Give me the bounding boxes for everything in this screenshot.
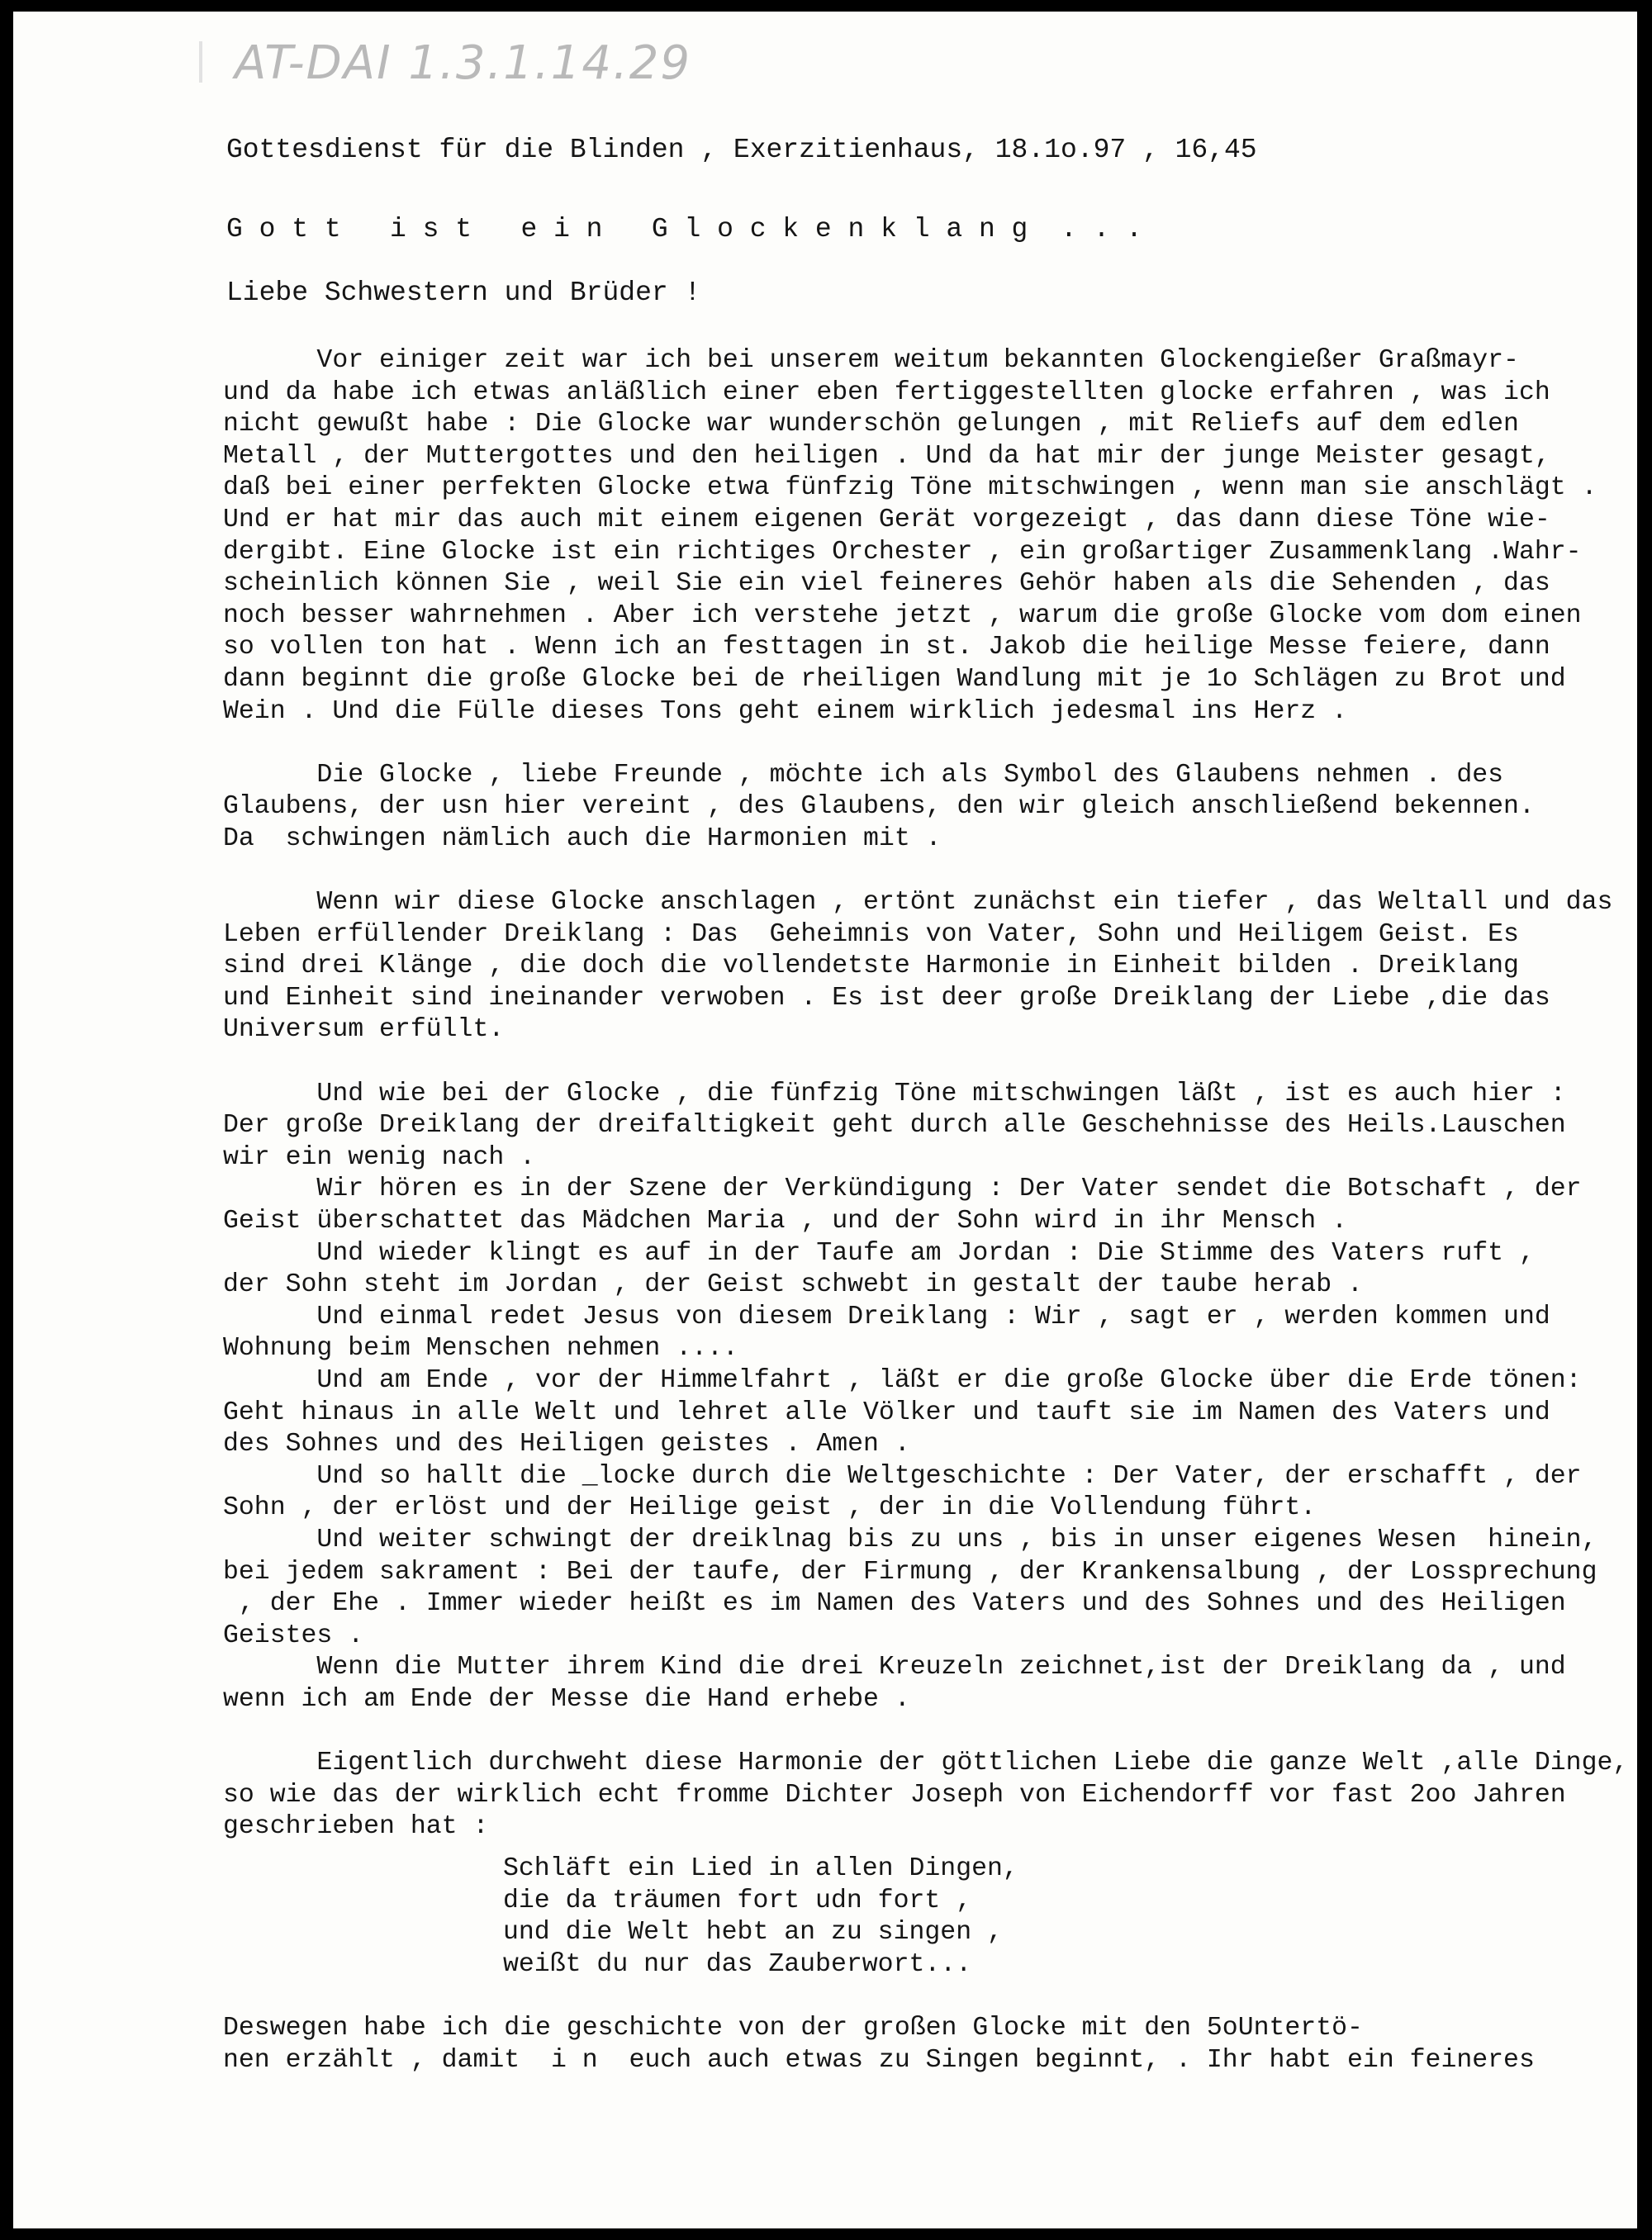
text-line: des Sohnes und des Heiligen geistes . Amen . — [223, 1430, 910, 1459]
text-line: nen erzählt , damit i n euch auch etwas zu Singen beginnt, . Ihr habt ein feineres — [223, 2045, 1535, 2075]
text-line: , der Ehe . Immer wieder heißt es im Namen des Vaters und des Sohnes und des Heiligen — [223, 1589, 1566, 1619]
poem-line: und die Welt hebt an zu singen , — [503, 1918, 1003, 1948]
archive-reference: AT-DAI 1.3.1.14.29 — [235, 36, 692, 90]
text-line: und da habe ich etwas anläßlich einer eben fertiggestellten glocke erfahren , was ich — [223, 377, 1550, 407]
text-line: Die Glocke , liebe Freunde , möchte ich als Symbol des Glaubens nehmen . des — [223, 760, 1504, 790]
text-line: Metall , der Muttergottes und den heiligen . Und da hat mir der junge Meister gesagt, — [223, 441, 1550, 471]
text-line: Und einmal redet Jesus von diesem Dreiklang : Wir , sagt er , werden kommen und — [223, 1302, 1550, 1331]
document-header: Gottesdienst für die Blinden , Exerzitienhaus, 18.1o.97 , 16,45 — [226, 135, 1257, 165]
text-line: Und wie bei der Glocke , die fünfzig Töne mitschwingen läßt , ist es auch hier : — [223, 1079, 1566, 1108]
text-line: Geist überschattet das Mädchen Maria , und der Sohn wird in ihr Mensch . — [223, 1207, 1348, 1236]
text-line: Geht hinaus in alle Welt und lehret alle Völker und tauft sie im Namen des Vaters und — [223, 1398, 1550, 1427]
text-line: wir ein wenig nach . — [223, 1142, 536, 1172]
document-page — [13, 12, 1637, 2228]
text-line: so vollen ton hat . Wenn ich an festtagen in st. Jakob die heilige Messe feiere, dann — [223, 633, 1550, 662]
closing-text — [223, 2013, 1627, 2076]
text-line — [223, 856, 1627, 888]
text-line: scheinlich können Sie , weil Sie ein viel feineres Gehör haben als die Sehenden , das — [223, 569, 1550, 599]
poem-quote — [503, 1853, 1018, 1981]
text-line: und Einheit sind ineinander verwoben . Es ist deer große Dreiklang der Liebe ,die das — [223, 983, 1550, 1013]
text-line: Wohnung beim Menschen nehmen .... — [223, 1334, 738, 1364]
text-line: dann beginnt die große Glocke bei de rheiligen Wandlung mit je 1o Schlägen zu Brot und — [223, 664, 1566, 694]
text-line: Und so hallt die _locke durch die Weltgeschichte : Der Vater, der erschafft , der — [223, 1461, 1582, 1491]
sermon-body — [223, 345, 1627, 1844]
text-line: Deswegen habe ich die geschichte von der großen Glocke mit den 5oUntertö- — [223, 2014, 1363, 2043]
text-line: wenn ich am Ende der Messe die Hand erhebe . — [223, 1684, 910, 1714]
text-line — [223, 1046, 1627, 1079]
text-line — [223, 728, 1627, 760]
text-line: Wenn wir diese Glocke anschlagen , ertönt zunächst ein tiefer , das Weltall und das — [223, 888, 1613, 918]
text-line: daß bei einer perfekten Glocke etwa fünfzig Töne mitschwingen , wenn man sie anschlägt . — [223, 473, 1597, 503]
text-line: Eigentlich durchweht diese Harmonie der göttlichen Liebe die ganze Welt ,alle Dinge, — [223, 1749, 1629, 1778]
text-line: Universum erfüllt. — [223, 1015, 505, 1045]
text-line: Wenn die Mutter ihrem Kind die drei Kreuzeln zeichnet,ist der Dreiklang da , und — [223, 1653, 1566, 1682]
text-line: bei jedem sakrament : Bei der taufe, der Firmung , der Krankensalbung , der Lossprechung — [223, 1557, 1597, 1587]
text-line: Und er hat mir das auch mit einem eigenen Gerät vorgezeigt , das dann diese Töne wie- — [223, 505, 1550, 534]
text-line: Glaubens, der usn hier vereint , des Glaubens, den wir gleich anschließend bekennen. — [223, 792, 1535, 822]
salutation: Liebe Schwestern und Brüder ! — [226, 278, 701, 308]
text-line: Der große Dreiklang der dreifaltigkeit geht durch alle Geschehnisse des Heils.Lauschen — [223, 1111, 1566, 1141]
text-line: Da schwingen nämlich auch die Harmonien mit . — [223, 823, 942, 853]
sermon-title: G o t t i s t e i n G l o c k e n k l a n g . . . — [226, 214, 1142, 244]
text-line: nicht gewußt habe : Die Glocke war wunderschön gelungen , mit Reliefs auf dem edlen — [223, 410, 1519, 439]
poem-line: weißt du nur das Zauberwort... — [503, 1949, 972, 1979]
text-line: der Sohn steht im Jordan , der Geist schwebt in gestalt der taube herab . — [223, 1270, 1363, 1300]
text-line: Und weiter schwingt der dreiklnag bis zu uns , bis in unser eigenes Wesen hinein, — [223, 1525, 1597, 1554]
text-line: Leben erfüllender Dreiklang : Das Geheimnis von Vater, Sohn und Heiligem Geist. Es — [223, 919, 1519, 949]
text-line: Wir hören es in der Szene der Verkündigung : Der Vater sendet die Botschaft , der — [223, 1175, 1582, 1204]
text-line: Und am Ende , vor der Himmelfahrt , läßt er die große Glocke über die Erde tönen: — [223, 1366, 1582, 1395]
margin-mark — [199, 41, 202, 83]
poem-line: die da träumen fort udn fort , — [503, 1886, 972, 1915]
text-line: Und wieder klingt es auf in der Taufe am Jordan : Die Stimme des Vaters ruft , — [223, 1238, 1535, 1268]
text-line: sind drei Klänge , die doch die vollendetste Harmonie in Einheit bilden . Dreiklang — [223, 952, 1519, 981]
text-line: Sohn , der erlöst und der Heilige geist , der in die Vollendung führt. — [223, 1493, 1317, 1523]
text-line: Geistes . — [223, 1621, 364, 1650]
text-line: Vor einiger zeit war ich bei unserem weitum bekannten Glockengießer Graßmayr- — [223, 346, 1519, 375]
text-line — [223, 1716, 1627, 1749]
poem-line: Schläft ein Lied in allen Dingen, — [503, 1854, 1018, 1883]
text-line: geschrieben hat : — [223, 1812, 489, 1842]
text-line: Wein . Und die Fülle dieses Tons geht einem wirklich jedesmal ins Herz . — [223, 696, 1348, 726]
text-line: dergibt. Eine Glocke ist ein richtiges Orchester , ein großartiger Zusammenklang .Wahr- — [223, 537, 1582, 567]
text-line: noch besser wahrnehmen . Aber ich verstehe jetzt , warum die große Glocke vom dom einen — [223, 600, 1582, 630]
text-line: so wie das der wirklich echt fromme Dichter Joseph von Eichendorff vor fast 2oo Jahren — [223, 1780, 1566, 1810]
